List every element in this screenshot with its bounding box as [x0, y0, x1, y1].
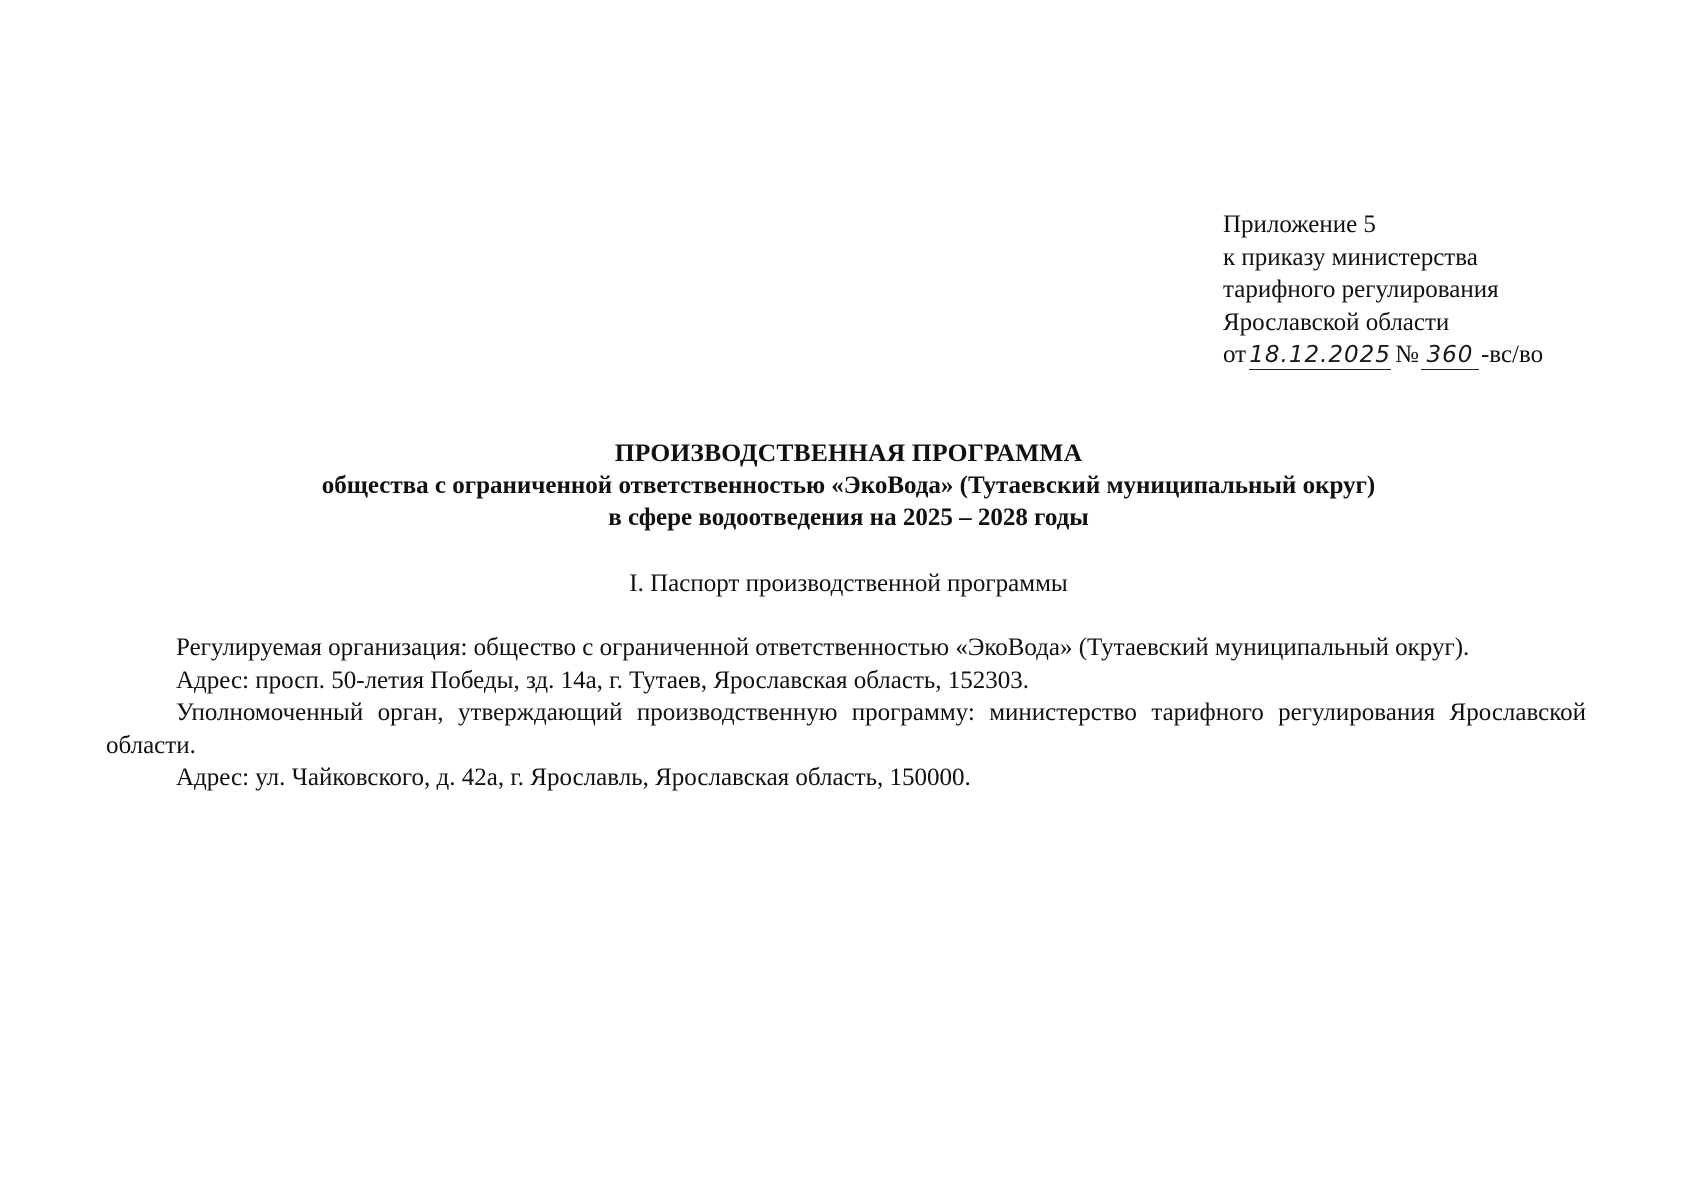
appendix-line-3: тарифного регулирования	[1223, 276, 1499, 303]
handwritten-date: 18.12.2025	[1249, 342, 1391, 368]
paragraph-organization: Регулируемая организация: общество с ограниченной ответственностью «ЭкоВода» (Тутаевский муниципальный округ).	[176, 634, 1470, 661]
appendix-block	[1223, 209, 1543, 372]
handwritten-number: 360	[1421, 341, 1479, 370]
appendix-line-2: к приказу министерства	[1223, 243, 1478, 271]
section-heading: I. Паспорт производственной программы	[629, 570, 1068, 597]
passport-body	[106, 632, 1586, 795]
number-suffix: -вс/во	[1480, 341, 1544, 368]
paragraph-authority: Уполномоченный орган, утверждающий производственную программу: министерство тарифного регулирования Ярославской области.	[106, 699, 1586, 759]
document-subtitle-1: общества с ограниченной ответственностью «ЭкоВода» (Тутаевский муниципальный округ)	[321, 471, 1376, 499]
document-title: ПРОИЗВОДСТВЕННАЯ ПРОГРАММА	[614, 438, 1083, 467]
number-sign: №	[1395, 341, 1419, 368]
paragraph-authority-address: Адрес: ул. Чайковского, д. 42а, г. Ярославль, Ярославская область, 150000.	[176, 764, 971, 791]
document-subtitle-2: в сфере водоотведения на 2025 – 2028 годы	[608, 504, 1089, 531]
title-block	[0, 437, 1697, 535]
appendix-order-line	[1223, 339, 1543, 372]
from-prefix: от	[1223, 341, 1247, 368]
paragraph-organization-address: Адрес: просп. 50-летия Победы, зд. 14а, г. Тутаев, Ярославская область, 152303.	[176, 666, 1030, 694]
appendix-line-1: Приложение 5	[1223, 211, 1376, 238]
appendix-line-4: Ярославской области	[1223, 308, 1450, 336]
